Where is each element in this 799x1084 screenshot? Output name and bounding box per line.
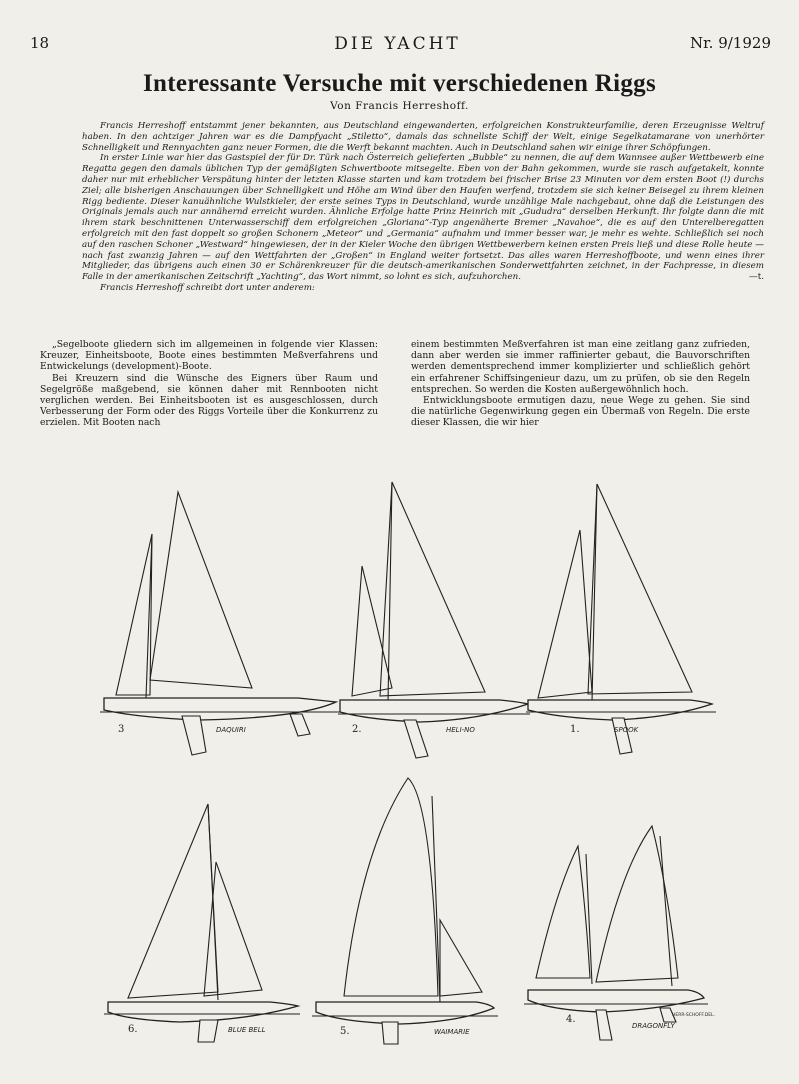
- headsail: [150, 492, 252, 688]
- figure-credit: HERR-SCHOFF.DEL.: [672, 1013, 715, 1018]
- page-number: 18: [30, 34, 50, 52]
- figure-number: 3: [118, 724, 125, 735]
- boat-name: DAQUIRI: [216, 726, 246, 734]
- intro-signature: —t.: [749, 272, 764, 283]
- mast: [208, 804, 218, 1000]
- intro-text: In erster Linie war hier das Gastspiel der für Dr. Türk nach Österreich gelieferten „Bubble“ zu nennen, die auf dem Wannsee außer Wettbewerb eine Regatta gegen den damals üblichen Typ der gemäßigten Schwertboote mitsegelte. Eben von der Bahn gekommen, wurde sie rasch aufgetakelt, konnte daher nur mit erheblicher Verspätung hinter der letzten Klasse starten und kam trotzdem bei frischer Brise 23 Minuten vor dem ersten Boot (!) durchs Ziel; alle bisherigen Anschauungen über Schnelligkeit und Höhe am Wind über den Haufen werfend, trotzdem sie sich keiner Beisegel zu ihrem kleinen Rigg bediente. Dieser kanuähnliche Wulstkieler, der erste seines Typs in Deutschland, wurde unzählige Male nachgebaut, ohne daß die Leistungen des Originals jemals auch nur annähernd erreicht wurden. Ähnliche Erfolge hatte Prinz Heinrich mit „Gududra“ derselben Herkunft. Ihr folgte dann die mit ihrem stark beschnittenen Unterwasserschiff dem erfolgreichen „Gloriana“-Typ angenäherte Bremer „Navahoe“, die es auf den Unterelberegatten erfolgreich mit den fast doppelt so großen Schonern „Meteor“ und „Germania“ aufnahm und immer besser war, je mehr es wehte. Schließlich sei noch auf den raschen Schoner „Westward“ hingewiesen, der in der Kieler Woche den übrigen Wettbewerbern keinen ersten Preis ließ und diese Rolle heute — nach fast zwanzig Jahren — auf den Wettfahrten der „Großen“ in England weiter fortsetzt. Das alles waren Herreshoffboote, und wenn eines ihrer Mitglieder, das übrigens auch einen 30 er Schärenkreuzer für die deutsch-amerikanischen Sonderwettfahrten zeichnet, in der Fachpresse, in diesem Falle in der amerikanischen Zeitschrift „Yachting“, das Wort nimmt, so lohnt es sich, aufzuhorchen.: [82, 153, 764, 283]
- mainsail: [128, 804, 218, 998]
- hull: [528, 990, 704, 1012]
- boat-name: HELI-NO: [446, 726, 475, 734]
- boat-name: SPOOK: [614, 726, 639, 734]
- body-paragraph: „Segelboote gliedern sich im allgemeinen in folgende vier Klassen: Kreuzer, Einheitsboote, Boote eines bestimmten Meßverfahrens und Entwickelungs (development)-Boote.: [40, 339, 378, 373]
- body-paragraph: einem bestimmten Meßverfahren ist man eine zeitlang ganz zufrieden, dann aber werden sie immer raffinierter gebaut, die Bauvorschriften werden dementsprechend immer komplizierter und schließlich gehört ein erfahrener Schiffsingenieur dazu, um zu prüfen, ob sie den Regeln entsprechen. So werden die Kosten außergewöhnlich hoch.: [411, 339, 750, 395]
- article-title: Interessante Versuche mit verschiedenen Riggs: [143, 70, 656, 97]
- issue-number: Nr. 9/1929: [690, 34, 771, 52]
- keel: [382, 1022, 398, 1044]
- keel: [404, 720, 428, 758]
- sail-plan-blue-bell: [104, 804, 300, 1042]
- keel: [198, 1020, 218, 1042]
- sail-plan-figures: [0, 470, 799, 1084]
- figure-number: 5.: [340, 1026, 350, 1037]
- hull: [108, 1002, 298, 1022]
- keel: [596, 1010, 612, 1040]
- sail-plan-spook: [526, 484, 716, 754]
- sail-plan-heli-no: [338, 482, 530, 758]
- sail-plan-daquiri: [100, 492, 340, 755]
- figure-number: 1.: [570, 724, 580, 735]
- intro-paragraph: [82, 153, 764, 283]
- headsail: [538, 530, 592, 698]
- left-column: [40, 339, 378, 429]
- running-header: [24, 34, 771, 56]
- article-intro: [82, 121, 764, 294]
- intro-paragraph: Francis Herreshoff schreibt dort unter anderem:: [100, 282, 315, 293]
- mainsail: [536, 846, 590, 978]
- headsail: [440, 920, 482, 996]
- body-paragraph: Bei Kreuzern sind die Wünsche des Eigners über Raum und Segelgröße maßgebend, sie können daher mit Rennbooten nicht verglichen werden. Bei Einheitsbooten ist es ausgeschlossen, durch Verbesserung der Form oder des Riggs Vorteile über die Konkurrenz zu erzielen. Mit Booten nach: [40, 372, 378, 429]
- hull: [528, 700, 712, 720]
- magazine-title: DIE YACHT: [334, 34, 461, 54]
- mainsail: [588, 484, 692, 694]
- right-column: [411, 339, 750, 429]
- intro-paragraph: Francis Herreshoff entstammt jener bekannten, aus Deutschland eingewanderten, erfolgreichen Konstrukteurfamilie, deren Erzeugnisse Weltruf haben. In den achtziger Jahren war es die Dampfyacht „Stiletto“, damals das schnellste Schiff der Welt, einige Segelkatamarane von unerhörter Schnelligkeit und Rennyachten ganz neuer Formen, die die Werft bekannt machten. Auch in Deutschland sahen wir einige ihrer Schöpfungen.: [82, 121, 764, 153]
- article-byline: Von Francis Herreshoff.: [330, 100, 469, 112]
- keel: [612, 718, 632, 754]
- mainsail: [380, 482, 485, 696]
- figure-number: 2.: [352, 724, 362, 735]
- mainsail: [344, 778, 438, 996]
- boat-name: DRAGONFLY: [632, 1022, 675, 1030]
- figure-number: 4.: [566, 1014, 576, 1025]
- mast: [660, 836, 672, 986]
- body-paragraph: Entwicklungsboote ermutigen dazu, neue Wege zu gehen. Sie sind die natürliche Gegenwirkung gegen ein Übermaß von Regeln. Die erste dieser Klassen, die wir hier: [411, 395, 750, 429]
- hull: [340, 700, 528, 722]
- sail-plan-waimarie: [312, 778, 498, 1044]
- boat-name: WAIMARIE: [434, 1028, 470, 1036]
- figure-number: 6.: [128, 1024, 138, 1035]
- sail-plan-dragonfly: [524, 826, 715, 1040]
- keel: [182, 716, 206, 755]
- hull: [316, 1002, 494, 1024]
- boat-name: BLUE BELL: [228, 1026, 266, 1034]
- rudder: [290, 714, 310, 736]
